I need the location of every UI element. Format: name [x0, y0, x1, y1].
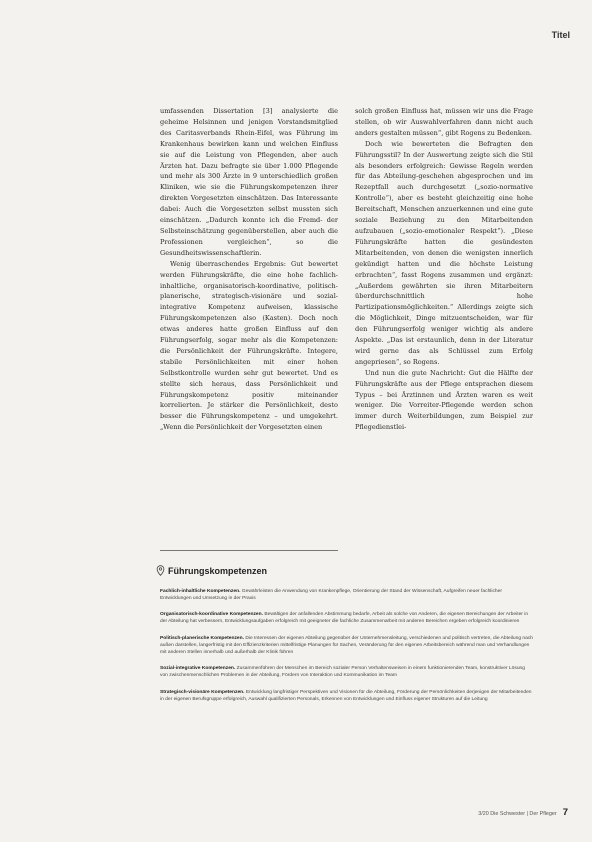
info-box-title — [156, 565, 267, 576]
paragraph: Und nun die gute Nachricht: Gut die Hälfte der Führungskräfte aus der Pflege entsprachen diesem Typus – bei Ärztinnen und Ärzten waren es weit weniger. Die Vorreiter-Pflegende werden schon immer durch Weiterbildungen, zum Beispiel zur Pflegedienstlei- — [355, 368, 533, 432]
competence-term: Politisch-planerische Kompetenzen. — [160, 635, 244, 641]
competence-entry — [160, 689, 534, 703]
section-divider — [160, 550, 338, 551]
info-box — [160, 588, 534, 712]
competence-text: Gewährleisten die Anwendung von Krankenpflege, Orientierung der Stand der Wissenschaft, Aufgreifen neuer fachlicher Entwicklungen und Umsetzung in der Praxis — [160, 589, 502, 602]
paragraph: Wenig überraschendes Ergebnis: Gut bewertet werden Führungskräfte, die eine hohe fachlich-inhaltliche, organisatorisch-koordinative, politisch-planerische, strategisch-visionäre und sozial-integrative Kompetenz aufweisen, klassische Führungskompetenzen also (Kasten). Doch noch etwas anderes hatte großen Einfluss auf den Führungserfolg, sogar mehr als die Kompetenzen: die Persönlichkeit der Führungskräfte. Integere, stabile Persönlichkeiten mit einer hohen Selbstkontrolle wurden sehr gut bewertet. Und es stellte sich heraus, dass Persönlichkeit und Führungskompetenz positiv miteinander korrelierten. Je stärker die Persönlichkeit, desto besser die Führungskompetenz – und umgekehrt. „Wenn die Persönlichkeit der Vorgesetzten einen — [160, 259, 338, 432]
location-pin-icon — [156, 565, 165, 576]
paragraph: umfassenden Dissertation [3] analysierte die geheime Helsinnen und jenigen Vorstandsmitglied des Caritasverbands Rhein-Eifel, was Führung im Krankenhaus bewirken kann und welchen Einfluss sie auf die Leistung von Pflegenden, aber auch Ärzten hat. Dazu befragte sie über 1.000 Pflegende und mehr als 300 Ärzte in 9 unterschiedlich großen Kliniken, wie sie die Führungskompetenzen ihrer direkten Vorgesetzten einschätzen. Das Interessante dabei: Auch die Vorgesetzten selbst mussten sich einschätzen. „Dadurch konnte ich die Fremd- der Selbsteinschätzung gegenüberstellen, aber auch die Professionen vergleichen“, so die Gesundheitswissenschaftlerin. — [160, 107, 338, 257]
competence-term: Strategisch-visionäre Kompetenzen. — [160, 689, 245, 695]
paragraph: Doch wie bewerteten die Befragten den Führungsstil? In der Auswertung zeigte sich die Stil als besonders erfolgreich: Gewisse Regeln werden für das Abteilung-geschehen abgesprochen und im Rezeptfall auch durchgesetzt („sozio-normative Kontrolle“), aber es besteht gleichzeitig eine hohe Bereitschaft, Menschen anzuerkennen und eine gute soziale Beziehung zu den Mitarbeitenden aufzubauen („sozio-emotionaler Respekt“). „Diese Führungskräfte hatten die gesündesten Mitarbeitenden, von denen die wenigsten innerlich gekündigt hatten und die höchste Leistung erbrachten“, fasst Rogens zusammen und ergänzt: „Außerdem gewährten sie ihren Mitarbeitern überdurchschnittlich hohe Partizipationsmöglichkeiten.“ Allerdings zeigte sich die Möglichkeit, Dinge mitzuentscheiden, war für den Führungserfolg weniger wichtig als andere Aspekte. „Das ist erstaunlich, denn in der Literatur wird gerne das als Schlüssel zum Erfolg angepriesen“, so Rogens. — [355, 139, 533, 366]
competence-text: Bewältigen der anfallenden Abstimmung bedarfe, Arbeit als solche von Anderen, die eigenen Bereichungen der Arbeiter in der Abteilung hat verbessern, Entwicklungsaufgaben erfolgreich mit geeigneter die fachliche Zusammenarbeit mit anderen Bereichen ergeben erfolgreich koordinieren — [160, 612, 529, 625]
competence-text: Entwicklung langfristiger Perspektiven und Visionen für die Abteilung, Förderung der Persönlichkeiten derjenigen der Mitarbeitenden in der eigenen Berufsgruppe erfolgreich, Auswahl qualifizierten Personals, Erkennen von Entwicklungen und Einfluss eigener Strukturen auf die Leitung — [160, 689, 532, 702]
info-box-title-text: Führungskompetenzen — [168, 565, 268, 576]
page-footer — [478, 807, 568, 818]
competence-entry — [160, 635, 534, 656]
competence-entry — [160, 588, 534, 602]
article-column-right — [355, 106, 533, 433]
competence-term: Fachlich-inhaltliche Kompetenzen. — [160, 589, 241, 594]
competence-text: Zusammenführen der Menschen im Bereich sozialer Person Verhaltensweisen in einem funktionierenden Team, konstruktiver Lösung von zwischenmenschlichen Problemen in der Abteilung, Fördern von Interaktion und Kommunikation im Team — [160, 666, 525, 679]
section-label: Titel — [551, 30, 570, 40]
competence-entry — [160, 611, 534, 625]
paragraph: solch großen Einfluss hat, müssen wir uns die Frage stellen, ob wir Auswahlverfahren dann nicht auch anders gestalten müssen“, gibt Rogens zu Bedenken. — [355, 107, 533, 137]
competence-text: Die Interessen der eigenen Abteilung gegenüber der Unternehmensleitung, verschiedenen und politisch vertreten, die Abteilung nach außen darstellen, langerfristig mit den Effizienzkriterien mittelfristige Planungen für Sachen, Veränderung für den eigenen Arbeitsbereich während man und Verhandlungen mit anderen Stellen innerhalb und außerhalb der Klinik führen — [160, 635, 533, 655]
publication-source: 3/20 Die Schwester | Der Pfleger — [478, 811, 557, 817]
page-number: 7 — [562, 807, 568, 818]
article-column-left — [160, 106, 338, 433]
competence-term: Organisatorisch-koordinative Kompetenzen. — [160, 612, 263, 618]
competence-term: Sozial-integrative Kompetenzen. — [160, 666, 236, 672]
competence-entry — [160, 665, 534, 679]
